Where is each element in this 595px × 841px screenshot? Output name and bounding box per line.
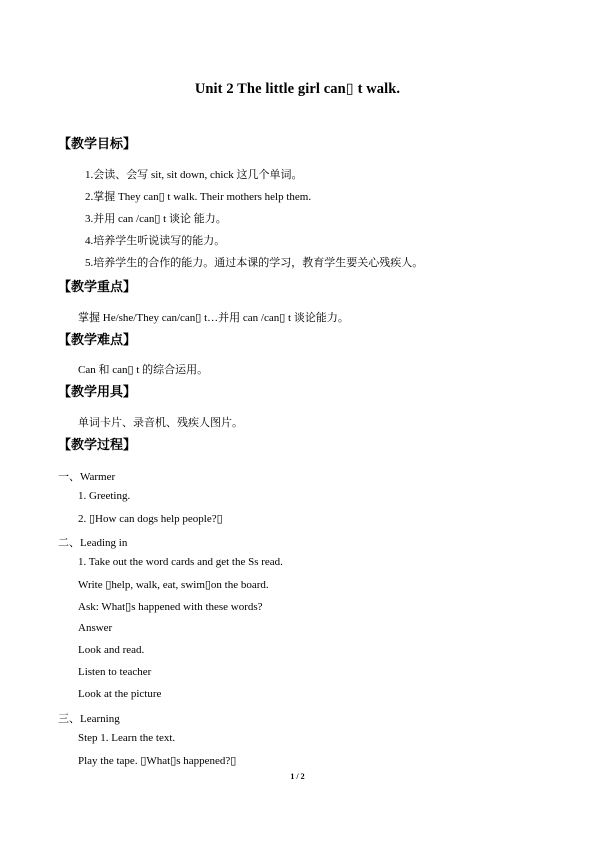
process-step-leading-in: 二、Leading in [58,537,128,549]
section-heading-difficulties: 【教学难点】 [58,333,137,348]
process-line: Look at the picture [78,688,162,700]
section-heading-tools: 【教学用具】 [58,385,137,400]
process-line: 1. Greeting. [78,490,131,502]
process-line: Listen to teacher [78,666,152,678]
process-line: 1. Take out the word cards and get the Ss read. [78,556,283,568]
process-line: 2. ▯How can dogs help people?▯ [78,513,223,525]
difficulties-text: Can 和 can▯ t 的综合运用。 [78,364,209,376]
section-heading-key-points: 【教学重点】 [58,280,137,295]
goal-item-4: 4.培养学生听说读写的能力。 [85,235,226,247]
process-line: Play the tape. ▯What▯s happened?▯ [78,755,237,767]
process-line: Write ▯help, walk, eat, swim▯on the board. [78,579,269,591]
goal-item-3: 3.并用 can /can▯ t 谈论 能力。 [85,213,227,225]
process-line: Answer [78,622,113,634]
key-points-text: 掌握 He/she/They can/can▯ t…并用 can /can▯ t 谈论能力。 [78,312,349,324]
process-line: Ask: What▯s happened with these words? [78,601,263,613]
page-indicator: 1 / 2 [290,772,305,781]
process-line: Step 1. Learn the text. [78,732,176,744]
process-step-warmer: 一、Warmer [58,471,116,483]
goal-item-5: 5.培养学生的合作的能力。通过本课的学习，教育学生要关心残疾人。 [85,257,424,269]
process-line: Look and read. [78,644,145,656]
section-heading-goals: 【教学目标】 [58,137,137,152]
goal-item-1: 1.会读、会写 sit, sit down, chick 这几个单词。 [85,169,303,181]
document-title: Unit 2 The little girl can▯ t walk. [194,81,401,97]
process-step-learning: 三、Learning [58,713,120,725]
section-heading-process: 【教学过程】 [58,438,137,453]
tools-text: 单词卡片、录音机、残疾人图片。 [78,417,243,429]
goal-item-2: 2.掌握 They can▯ t walk. Their mothers help them. [85,191,312,203]
